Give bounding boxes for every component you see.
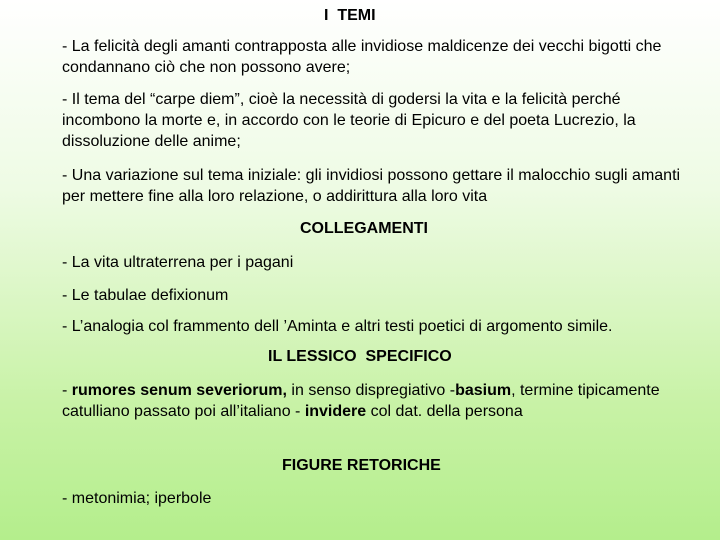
temi-item-1: - La felicità degli amanti contrapposta alle invidiose maldicenze dei vecchi bigotti che condannano ciò che non possono avere;	[62, 38, 662, 76]
temi-item-2: - Il tema del “carpe diem”, cioè la necessità di godersi la vita e la felicità perché incombono la morte e, in accordo con le teorie di Epicuro e del poeta Lucrezio, la dissoluzione delle anime;	[62, 91, 636, 150]
collegamenti-item-2: - Le tabulae defixionum	[62, 287, 229, 304]
temi-item-3: - Una variazione sul tema iniziale: gli invidiosi possono gettare il malocchio sugli amanti per mettere fine alla loro relazione, o addirittura alla loro vita	[62, 167, 681, 205]
figure-heading: FIGURE RETORICHE	[282, 457, 441, 474]
lessico-term-basium: basium	[455, 382, 512, 399]
lessico-text-3: , termine tipicamente catulliano passato poi all’italiano -	[62, 382, 660, 420]
lessico-text-1: -	[62, 382, 72, 399]
lessico-term-rumores: rumores senum severiorum,	[71, 382, 287, 399]
temi-heading: I TEMI	[324, 7, 376, 24]
lessico-heading: IL LESSICO SPECIFICO	[268, 348, 452, 365]
collegamenti-heading: COLLEGAMENTI	[300, 220, 428, 237]
collegamenti-item-3: - L’analogia col frammento dell ’Aminta e altri testi poetici di argomento simile.	[62, 318, 613, 335]
lessico-paragraph	[62, 380, 702, 422]
lessico-text-2: in senso dispregiativo -	[286, 382, 456, 399]
lessico-term-invidere: invidere	[304, 403, 367, 420]
figure-item-1: - metonimia; iperbole	[62, 490, 212, 507]
collegamenti-item-1: - La vita ultraterrena per i pagani	[62, 254, 294, 271]
lessico-text-4: col dat. della persona	[366, 403, 523, 420]
